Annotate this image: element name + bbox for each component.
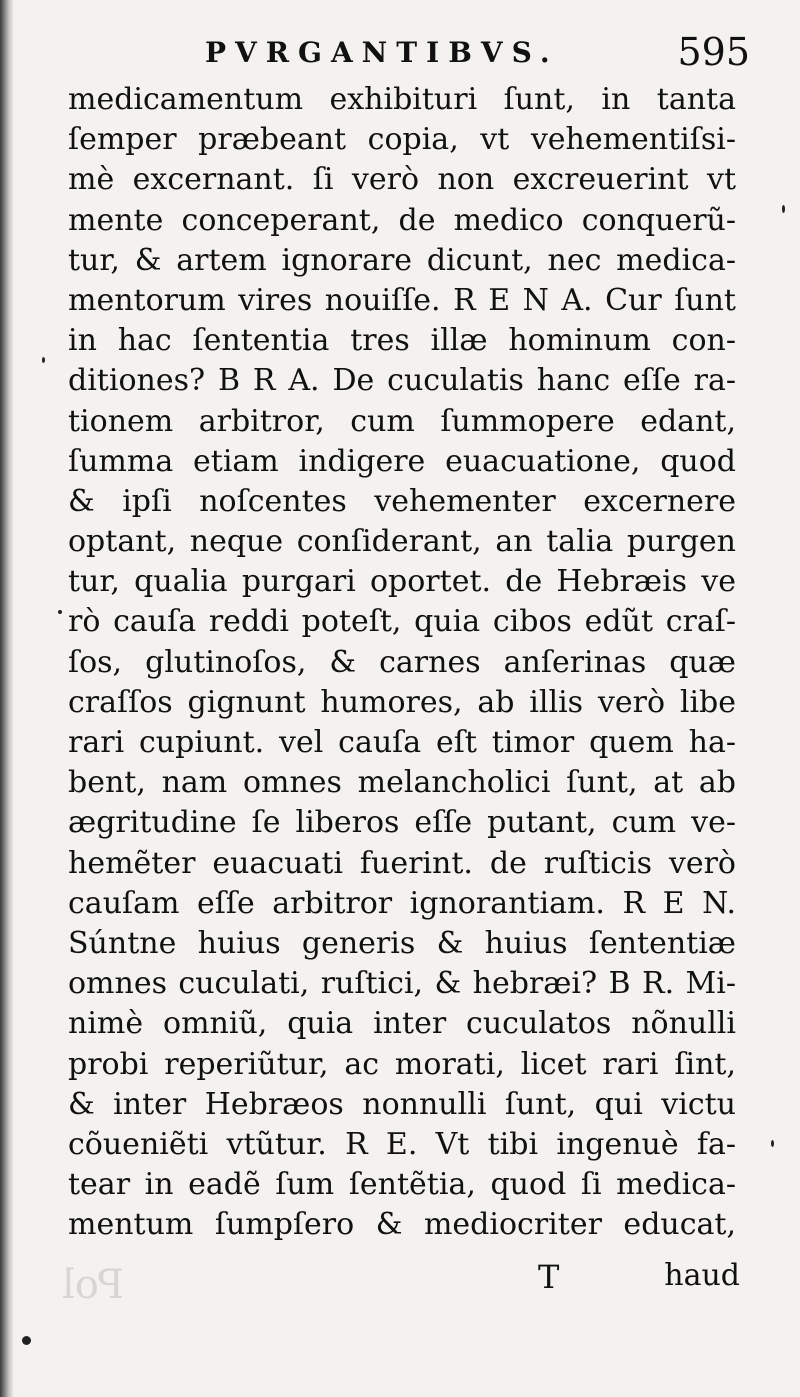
text-line: tionem arbitror, cum ſummopere edant, <box>68 403 736 439</box>
text-line: rari cupiunt. vel cauſa eſt timor quem ha- <box>68 725 736 760</box>
signature-mark: T <box>538 1258 560 1296</box>
page-number: 595 <box>677 30 750 74</box>
bleed-through-mark: Pol <box>62 1262 125 1308</box>
text-line: cõueniẽti vtũtur. R E. Vt tibi ingenuè fa- <box>68 1126 736 1162</box>
text-line: cauſam eſſe arbitror ignorantiam. R E N. <box>68 885 736 921</box>
ink-speck <box>58 610 62 614</box>
text-line: omnes cuculati, ruſtici, & hebræi? B R. Mi- <box>68 966 736 1002</box>
text-line: Súntne huius generis & huius ſententiæ <box>68 925 736 961</box>
text-line: tur, & artem ignorare dicunt, nec medica- <box>68 242 736 278</box>
catchword: haud <box>664 1258 740 1293</box>
page-header <box>60 28 760 88</box>
text-line: medicamentum exhibituri ſunt, in tanta <box>68 82 736 117</box>
text-line: ægritudine ſe liberos eſſe putant, cum ve- <box>68 805 736 841</box>
text-line: hemẽter euacuati fuerint. de ruſticis verò <box>68 845 736 881</box>
page-footer <box>68 1258 740 1302</box>
text-line: ſemper præbeant copia, vt vehementiſsi- <box>68 122 736 158</box>
text-line: tear in eadẽ ſum ſentẽtia, quod ſi medica- <box>68 1167 736 1203</box>
text-line: ſos, glutinoſos, & carnes anſerinas quæ <box>68 644 736 680</box>
ink-speck <box>42 357 45 363</box>
text-line: & inter Hebræos nonnulli ſunt, qui victu <box>68 1086 736 1122</box>
text-line: in hac ſententia tres illæ hominum con- <box>68 323 736 359</box>
text-line: probi reperiũtur, ac morati, licet rari ſint, <box>68 1046 736 1082</box>
text-line: mentorum vires nouiſſe. R E N A. Cur ſunt <box>68 282 736 318</box>
text-line: bent, nam omnes melancholici ſunt, at ab <box>68 765 736 801</box>
text-line: ditiones? B R A. De cuculatis hanc eſſe ra- <box>68 363 736 399</box>
text-line: ſumma etiam indigere euacuatione, quod <box>68 443 736 479</box>
text-line: mentum ſumpſero & mediocriter educat, <box>68 1207 736 1243</box>
ink-speck <box>22 1336 31 1345</box>
text-block <box>68 80 736 1245</box>
text-line: tur, qualia purgari oportet. de Hebræis ve <box>68 564 736 600</box>
text-line: craſſos gignunt humores, ab illis verò libe <box>68 684 736 720</box>
text-line: nimè omniũ, quia inter cuculatos nõnulli <box>68 1006 736 1042</box>
ink-speck <box>782 205 785 213</box>
text-line: mè excernant. ſi verò non excreuerint vt <box>68 162 736 198</box>
running-head: PVRGANTIBVS. <box>205 36 559 69</box>
text-line: optant, neque conſiderant, an talia purgen <box>68 524 736 560</box>
gutter-shadow <box>0 0 14 1397</box>
text-line: rò cauſa reddi poteſt, quia cibos edũt craſ- <box>68 604 736 640</box>
text-line: & ipſi noſcentes vehementer excernere <box>68 483 736 519</box>
ink-speck <box>771 1140 774 1147</box>
text-line: mente conceperant, de medico conquerũ- <box>68 202 736 238</box>
